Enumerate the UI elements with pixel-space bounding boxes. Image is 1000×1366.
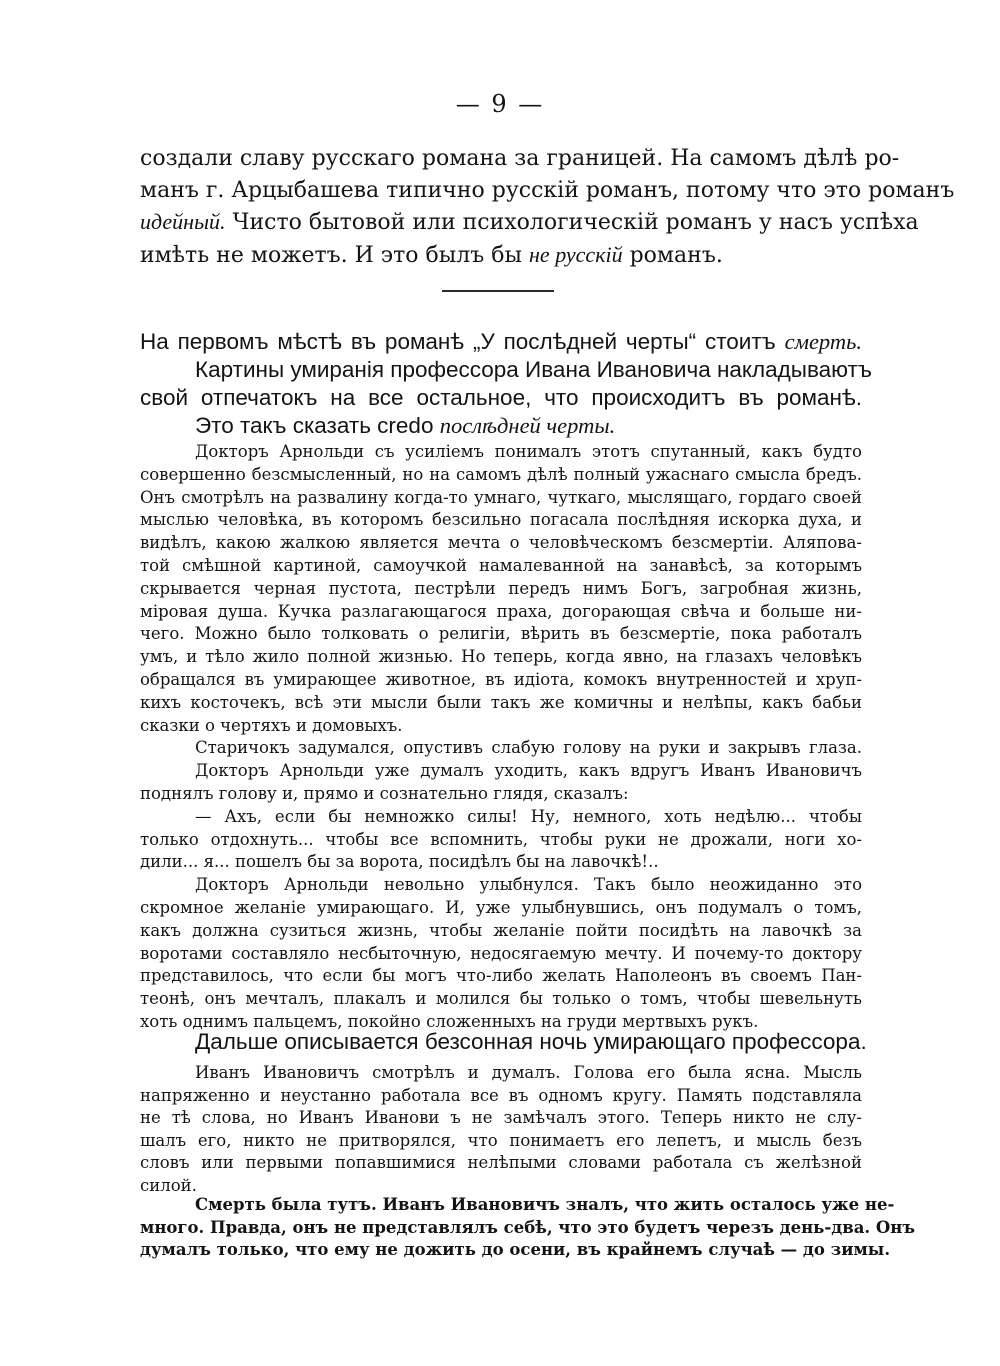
quote-line: много. Правда, онъ не представлялъ себѣ, что это будетъ черезъ день-два. Онъ xyxy=(140,1217,915,1237)
quote-line: Старичокъ задумался, опустивъ слабую голову на руки и закрывъ глаза. xyxy=(195,738,862,758)
section-divider xyxy=(442,290,554,292)
quote-line: какъ должна сузиться жизнь, чтобы желаніе пойти посидѣть на лавочкѣ за xyxy=(140,920,862,940)
quote-line: — Ахъ, если бы немножко силы! Ну, немного, хоть недѣлю... чтобы xyxy=(195,806,862,826)
intro-text: имѣть не можетъ. И это былъ бы xyxy=(140,242,530,268)
quote-line: Докторъ Арнольди съ усиліемъ понималъ этотъ спутанный, какъ будто xyxy=(195,442,862,461)
quote-line: думалъ только, что ему не дожить до осени, въ крайнемъ случаѣ — до зимы. xyxy=(140,1240,891,1259)
page-number: — 9 — xyxy=(455,90,545,118)
intro-line xyxy=(140,206,919,239)
intro-line: манъ г. Арцыбашева типично русскій романъ, потому что это романъ xyxy=(140,177,955,203)
intro-text: романъ. xyxy=(622,242,723,268)
quotation-block xyxy=(140,1062,862,1197)
quote-line: той смѣшной картиной, самоучкой намалеванной на занавѣсѣ, за которымъ xyxy=(140,555,862,575)
quote-line: Докторъ Арнольди уже думалъ уходить, какъ вдругъ Иванъ Ивановичъ xyxy=(195,761,862,781)
section-text: На первомъ мѣстѣ въ романѣ „У послѣдней черты“ стоитъ xyxy=(140,329,785,354)
section-line xyxy=(140,328,862,356)
italic-word: идейный. xyxy=(140,209,226,234)
quote-line: міровая душа. Кучка разлагающагося праха, догорающая свѣча и больше ни- xyxy=(140,601,862,621)
quote-line: мыслью человѣка, въ которомъ безсильно погасала послѣдняя искорка духа, и xyxy=(140,510,862,530)
quote-line: Докторъ Арнольди невольно улыбнулся. Такъ было неожиданно это xyxy=(195,875,862,895)
section-text: Это такъ сказать credo xyxy=(195,413,440,438)
quote-line: поднялъ голову и, прямо и сознательно глядя, сказалъ: xyxy=(140,783,629,803)
italic-phrase: не русскій xyxy=(529,241,623,267)
section-paragraph xyxy=(140,328,872,440)
quote-line: умъ, и тѣло жило полной жизнью. Но теперь, когда явно, на глазахъ человѣкъ xyxy=(140,647,862,667)
quote-line: воротами составляло несбыточную, недосягаемую мечту. И почему-то доктору xyxy=(140,943,862,963)
section-line: Картины умиранія профессора Ивана Ивановича накладываютъ xyxy=(195,357,872,382)
section-line xyxy=(140,412,862,440)
quote-line: шалъ его, никто не притворялся, что понимаетъ его лепетъ, и мысль безъ xyxy=(140,1130,862,1150)
quote-line: обращался въ умирающее животное, въ идіота, комокъ внутренностей и хруп- xyxy=(140,669,862,689)
quote-line: чего. Можно было толковать о религіи, вѣрить въ безсмертіе, пока работалъ xyxy=(140,624,862,644)
quote-line: Онъ смотрѣлъ на развалину когда-то умнаго, чуткаго, мыслящаго, гордаго своей xyxy=(140,487,862,507)
italic-word: смерть. xyxy=(784,329,862,354)
quote-line: словъ или первыми попавшимися нелѣпыми словами работала съ желѣзной xyxy=(140,1153,862,1172)
quote-line: дили... я... пошелъ бы за ворота, посидѣлъ бы на лавочкѣ!.. xyxy=(140,852,659,872)
quote-line: силой. xyxy=(140,1175,197,1195)
quote-line: сказки о чертяхъ и домовыхъ. xyxy=(140,715,403,735)
quote-line: скрывается черная пустота, пестрѣли передъ нимъ Богъ, загробная жизнь, xyxy=(140,578,862,598)
quote-line: теонѣ, онъ мечталъ, плакалъ и молился бы только о томъ, чтобы шевельнуть xyxy=(140,989,862,1009)
section-line: свой отпечатокъ на все остальное, что происходитъ въ романѣ. xyxy=(140,385,862,410)
quote-line: кихъ косточекъ, всѣ эти мысли были такъ же комичны и нелѣпы, какъ бабьи xyxy=(140,692,862,712)
quotation-block xyxy=(140,441,862,1034)
intro-line: создали славу русскаго романа за границей. На самомъ дѣлѣ ро- xyxy=(140,146,900,171)
quote-line: видѣлъ, какою жалкою является мечта о человѣческомъ безсмертіи. Аляпова- xyxy=(140,533,862,553)
quote-line: только отдохнуть... чтобы все вспомнить, чтобы руки не дрожали, ноги хо- xyxy=(140,829,862,849)
section-line: Дальше описывается безсонная ночь умирающаго профессора. xyxy=(195,1029,867,1054)
intro-line xyxy=(140,239,862,272)
quote-line: совершенно безсмысленный, но на самомъ дѣлѣ полный ужаснаго смысла бредъ. xyxy=(140,464,862,484)
quote-line: Иванъ Ивановичъ смотрѣлъ и думалъ. Голова его была ясна. Мысль xyxy=(195,1063,862,1082)
quote-line: хоть однимъ пальцемъ, покойно сложенныхъ на груди мертвыхъ рукъ. xyxy=(140,1011,759,1031)
quote-line: не тѣ слова, но Иванъ Иванови ъ не замѣчалъ этого. Теперь никто не слу- xyxy=(140,1108,862,1127)
italic-phrase: послѣдней черты. xyxy=(439,413,616,438)
intro-paragraph xyxy=(140,143,955,271)
quote-line: скромное желаніе умирающаго. И, уже улыбнувшись, онъ подумалъ о томъ, xyxy=(140,897,862,917)
quote-line: напряженно и неустанно работала все въ одномъ кругу. Память подставляла xyxy=(140,1085,862,1105)
quote-line: Смерть была тутъ. Иванъ Ивановичъ зналъ, что жить осталось уже не- xyxy=(195,1195,895,1214)
quotation-block xyxy=(140,1194,915,1262)
section-heading xyxy=(140,1028,867,1056)
intro-text: Чисто бытовой или психологическій романъ у насъ успѣха xyxy=(225,210,919,235)
quote-line: представилось, что если бы могъ что-либо желать Наполеонъ въ своемъ Пан- xyxy=(140,966,862,986)
